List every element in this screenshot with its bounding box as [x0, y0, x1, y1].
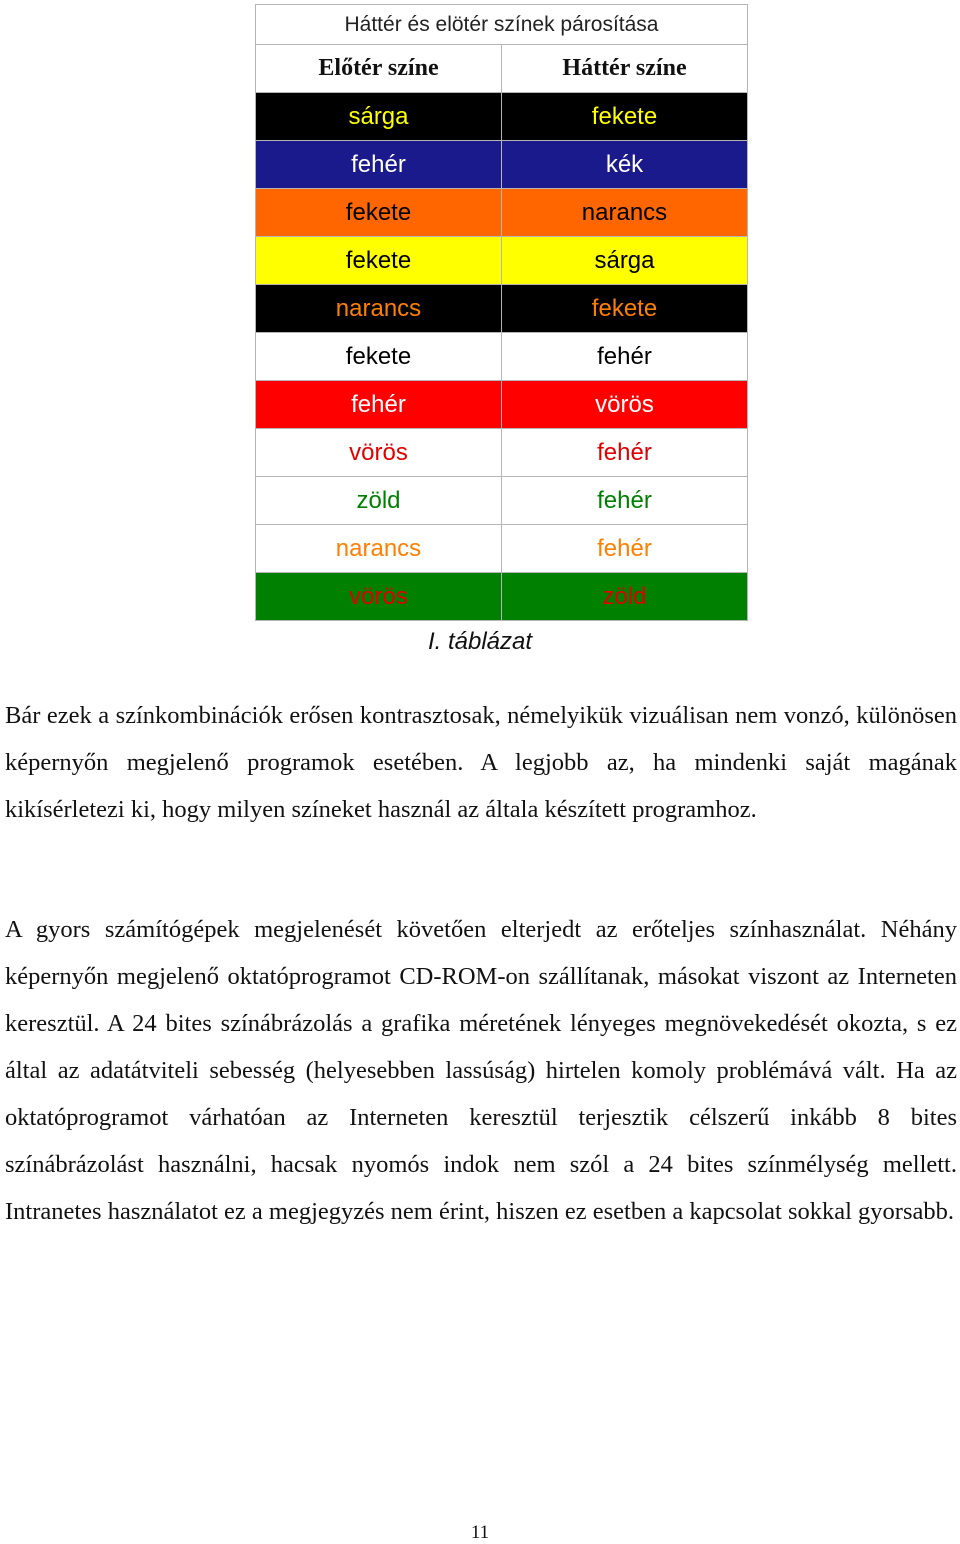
header-foreground-color: Előtér színe	[256, 45, 502, 93]
color-pair-row	[256, 285, 748, 333]
table-title-row	[256, 5, 748, 45]
background-color-cell: fekete	[502, 93, 748, 141]
background-color-cell: zöld	[502, 573, 748, 621]
color-pair-row	[256, 477, 748, 525]
color-pair-row	[256, 141, 748, 189]
color-pair-row	[256, 333, 748, 381]
background-color-cell: fehér	[502, 525, 748, 573]
background-color-cell: sárga	[502, 237, 748, 285]
foreground-color-cell: fehér	[256, 141, 502, 189]
table-title: Háttér és elötér színek párosítása	[256, 5, 748, 45]
color-pair-row	[256, 189, 748, 237]
foreground-color-cell: narancs	[256, 285, 502, 333]
foreground-color-cell: vörös	[256, 429, 502, 477]
background-color-cell: fehér	[502, 333, 748, 381]
foreground-color-cell: narancs	[256, 525, 502, 573]
color-pair-row	[256, 381, 748, 429]
foreground-color-cell: sárga	[256, 93, 502, 141]
paragraph: Bár ezek a színkombinációk erősen kontrasztosak, némelyikük vizuálisan nem vonzó, különösen képernyőn megjelenő programok esetében. A legjobb az, ha mindenki saját magának kikísérletezi ki, hogy milyen színeket használ az általa készített programhoz.	[5, 702, 957, 823]
foreground-color-cell: vörös	[256, 573, 502, 621]
table-header-row	[256, 45, 748, 93]
background-color-cell: fehér	[502, 429, 748, 477]
foreground-color-cell: fekete	[256, 189, 502, 237]
foreground-color-cell: fekete	[256, 237, 502, 285]
color-pair-rows	[256, 93, 748, 621]
foreground-color-cell: fehér	[256, 381, 502, 429]
color-pairing-table	[255, 4, 748, 621]
foreground-color-cell: zöld	[256, 477, 502, 525]
background-color-cell: fehér	[502, 477, 748, 525]
background-color-cell: narancs	[502, 189, 748, 237]
color-pair-row	[256, 237, 748, 285]
header-background-color: Háttér színe	[502, 45, 748, 93]
color-pair-row	[256, 525, 748, 573]
foreground-color-cell: fekete	[256, 333, 502, 381]
background-color-cell: vörös	[502, 381, 748, 429]
background-color-cell: fekete	[502, 285, 748, 333]
background-color-cell: kék	[502, 141, 748, 189]
page-number: 11	[470, 1522, 490, 1543]
color-pair-row	[256, 93, 748, 141]
color-pair-row	[256, 573, 748, 621]
table-caption: I. táblázat	[427, 628, 533, 655]
paragraph: A gyors számítógépek megjelenését követően elterjedt az erőteljes színhasználat. Néhány képernyőn megjelenő oktatóprogramot CD-ROM-on szállítanak, másokat viszont az Interneten keresztül. A 24 bites színábrázolás a grafika méretének lényeges megnövekedését okozta, s ez által az adatátviteli sebesség (helyesebben lassúság) hirtelen komoly problémává vált. Ha az oktatóprogramot várhatóan az Interneten keresztül terjesztik célszerű inkább 8 bites színábrázolást használni, hacsak nyomós indok nem szól a 24 bites színmélység mellett. Intranetes használatot ez a megjegyzés nem érint, hiszen ez esetben a kapcsolat sokkal gyorsabb.	[5, 916, 957, 1225]
color-pair-row	[256, 429, 748, 477]
